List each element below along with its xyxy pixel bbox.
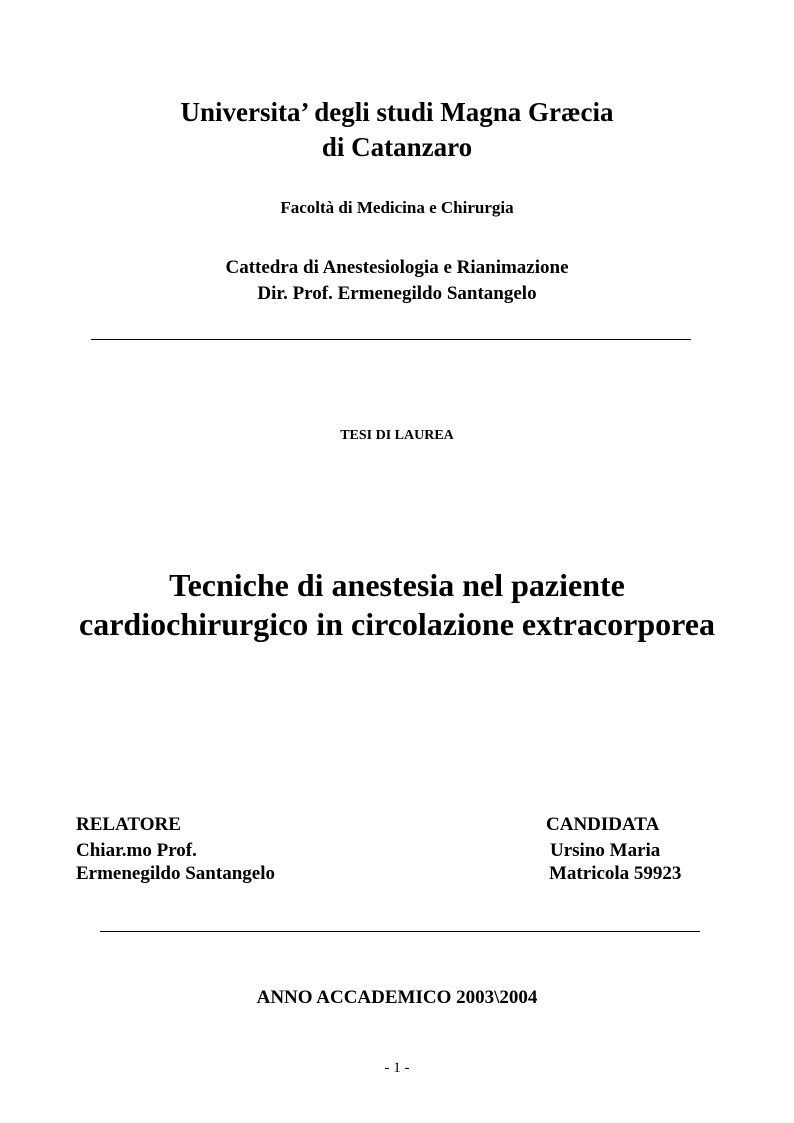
thesis-label: TESI DI LAUREA <box>340 428 454 443</box>
footer-divider <box>100 931 700 932</box>
page-number: - 1 - <box>384 1060 410 1076</box>
university-name: Universita’ degli studi Magna Græcia <box>180 97 614 127</box>
chair-name: Cattedra di Anestesiologia e Rianimazione <box>225 257 569 278</box>
university-city: di Catanzaro <box>321 132 473 162</box>
header-divider <box>91 339 691 340</box>
faculty-name: Facoltà di Medicina e Chirurgia <box>280 198 514 217</box>
relatore-name: Ermenegildo Santangelo <box>76 863 275 884</box>
candidata-name: Ursino Maria <box>550 840 661 861</box>
candidata-heading: CANDIDATA <box>546 814 660 835</box>
relatore-heading: RELATORE <box>76 814 181 835</box>
thesis-title-line-2: cardiochirurgico in circolazione extracorporea <box>79 606 715 642</box>
academic-year: ANNO ACCADEMICO 2003\2004 <box>256 987 538 1008</box>
candidata-matricola: Matricola 59923 <box>549 863 682 884</box>
relatore-honorific: Chiar.mo Prof. <box>76 840 197 861</box>
chair-director: Dir. Prof. Ermenegildo Santangelo <box>257 283 537 304</box>
thesis-title-line-1: Tecniche di anestesia nel paziente <box>169 567 625 603</box>
